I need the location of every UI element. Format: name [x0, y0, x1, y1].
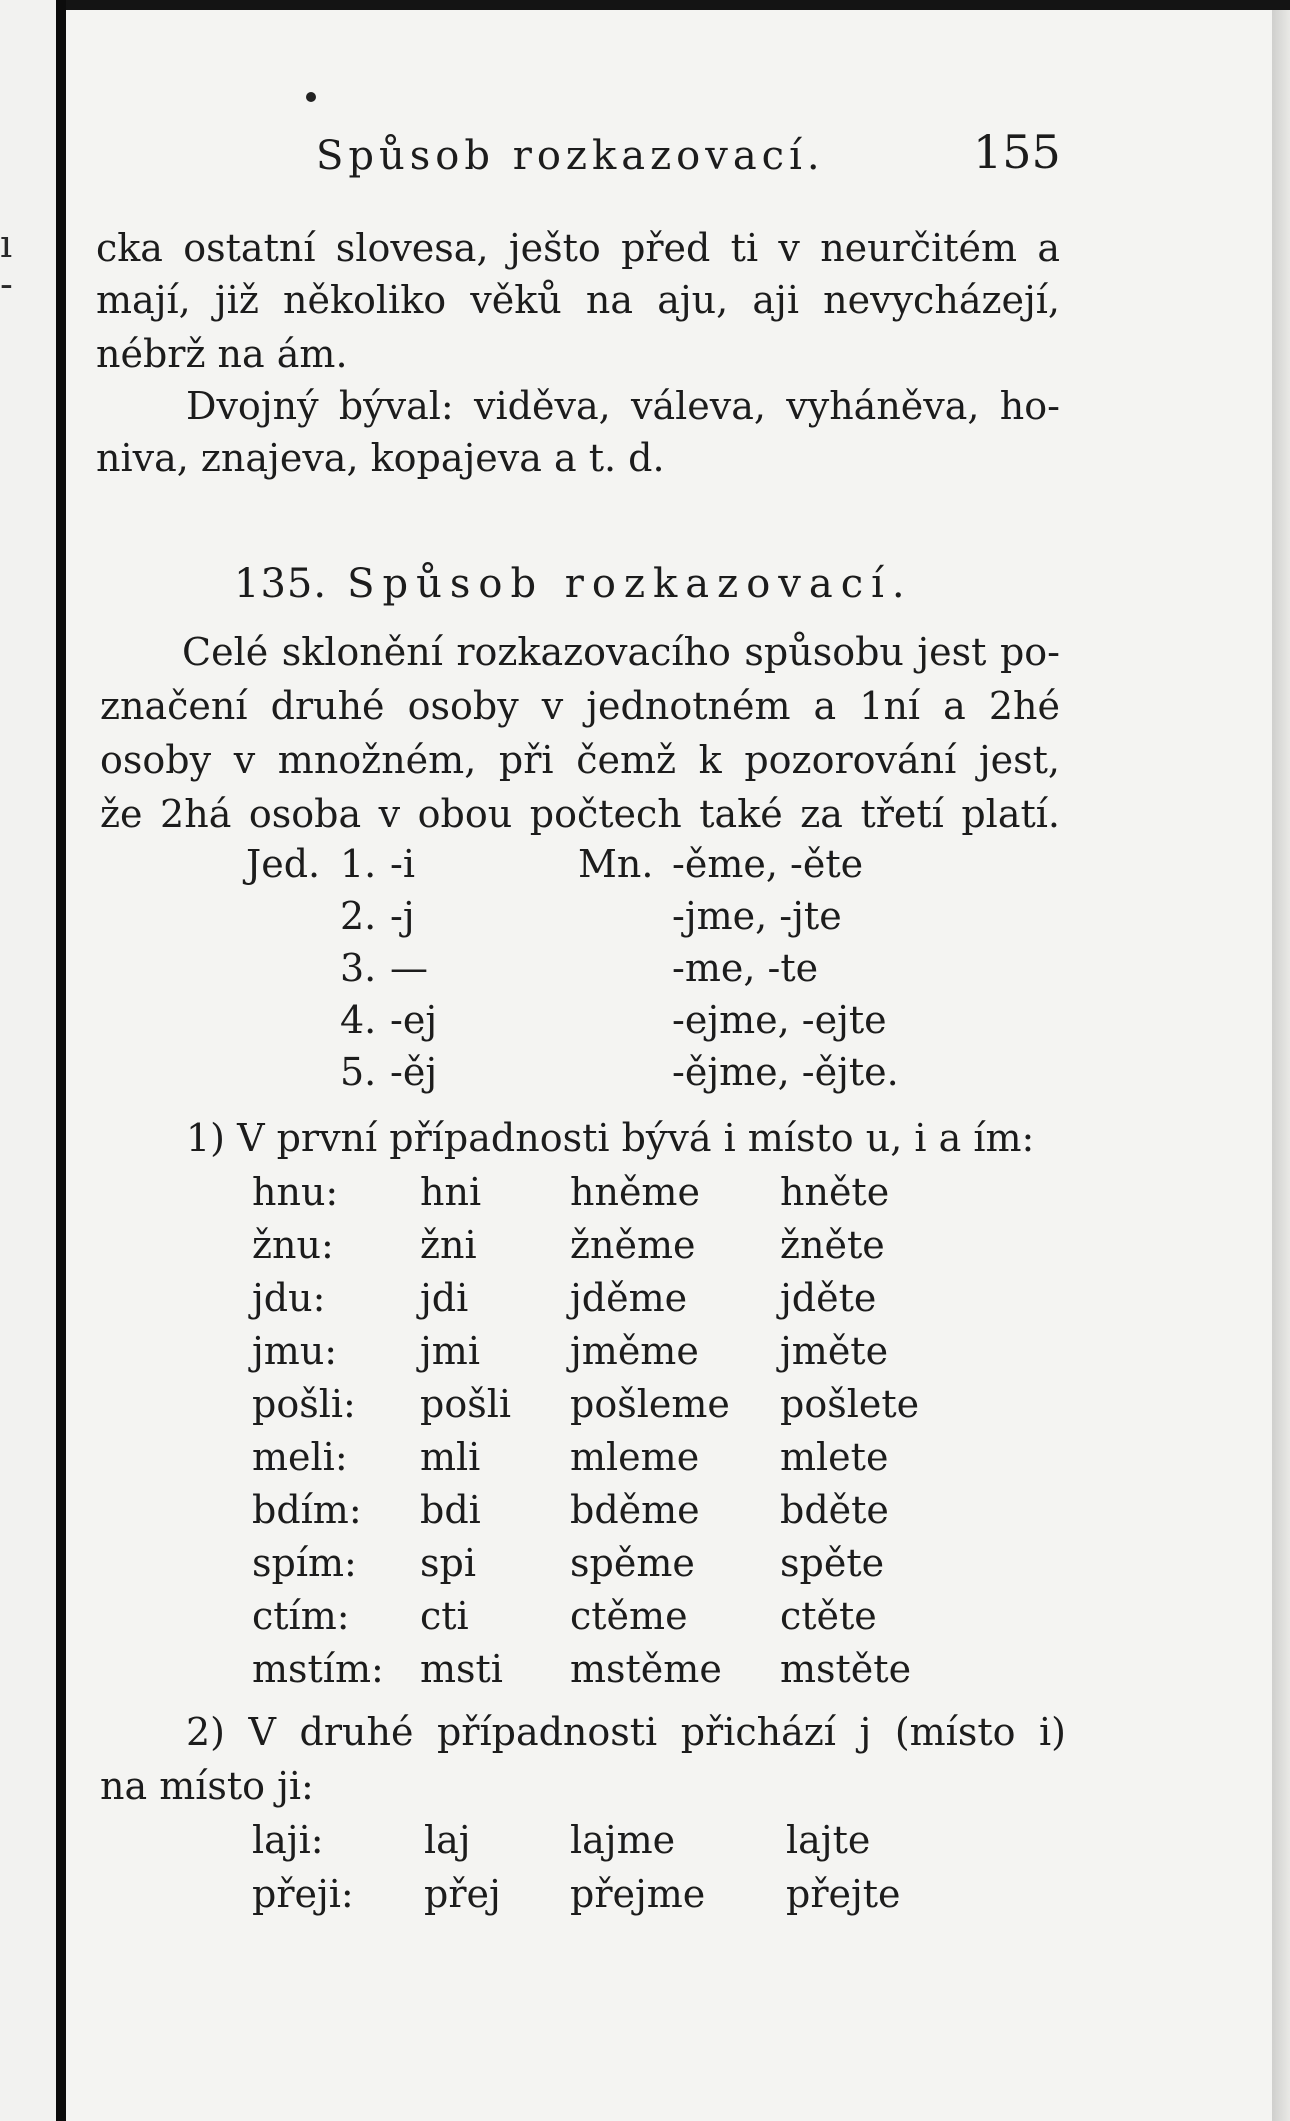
- conjugation-cell: hněme: [570, 1170, 700, 1214]
- conjugation-cell: žněme: [570, 1223, 696, 1267]
- conjugation-cell: jděme: [570, 1276, 688, 1320]
- rule-2-heading: 2) V druhé případnosti přichází j (místo i): [186, 1710, 1066, 1754]
- conjugation-cell: bdi: [420, 1488, 481, 1532]
- plural-ending: -me, -te: [672, 946, 819, 990]
- person-number: 1.: [340, 842, 377, 886]
- ink-dot: [306, 92, 316, 102]
- plural-ending: -jme, -jte: [672, 894, 842, 938]
- singular-ending: —: [390, 946, 428, 990]
- conjugation-cell: mleme: [570, 1435, 700, 1479]
- conjugation-cell: hněte: [780, 1170, 890, 1214]
- conjugation-cell: spěte: [780, 1541, 885, 1585]
- conjugation-cell: lajte: [786, 1818, 871, 1862]
- conjugation-cell: přejte: [786, 1872, 901, 1916]
- conjugation-cell: mstěte: [780, 1647, 912, 1691]
- conjugation-cell: pošli: [420, 1382, 512, 1426]
- conjugation-cell: jdu:: [252, 1276, 326, 1320]
- conjugation-cell: jmu:: [252, 1329, 338, 1373]
- conjugation-cell: pošleme: [570, 1382, 730, 1426]
- conjugation-cell: žněte: [780, 1223, 885, 1267]
- person-number: 4.: [340, 998, 377, 1042]
- page-number: 155: [973, 125, 1061, 179]
- conjugation-cell: laji:: [252, 1818, 324, 1862]
- page-edge: [1272, 10, 1290, 2121]
- paragraph-line: značení druhé osoby v jednotném a 1ní a 2hé: [100, 684, 1060, 728]
- rule-1-heading: 1) V první případnosti bývá i místo u, i a ím:: [186, 1116, 1035, 1160]
- conjugation-cell: spím:: [252, 1541, 357, 1585]
- rule-2-subheading: na místo ji:: [100, 1764, 314, 1808]
- conjugation-cell: spi: [420, 1541, 476, 1585]
- conjugation-cell: hnu:: [252, 1170, 339, 1214]
- conjugation-cell: pošli:: [252, 1382, 356, 1426]
- paragraph-line: nébrž na ám.: [96, 332, 348, 376]
- conjugation-cell: bděme: [570, 1488, 700, 1532]
- conjugation-cell: přeji:: [252, 1872, 354, 1916]
- plural-ending: -ějme, -ějte.: [672, 1050, 899, 1094]
- conjugation-cell: přejme: [570, 1872, 706, 1916]
- conjugation-cell: pošlete: [780, 1382, 920, 1426]
- conjugation-cell: jdi: [420, 1276, 469, 1320]
- conjugation-cell: mstěme: [570, 1647, 722, 1691]
- singular-label: Jed.: [246, 842, 321, 886]
- conjugation-cell: cti: [420, 1594, 469, 1638]
- conjugation-cell: laj: [424, 1818, 471, 1862]
- conjugation-cell: lajme: [570, 1818, 676, 1862]
- conjugation-cell: mli: [420, 1435, 481, 1479]
- paragraph-line: cka ostatní slovesa, ješto před ti v neurčitém a: [96, 226, 1060, 270]
- conjugation-cell: žni: [420, 1223, 477, 1267]
- conjugation-cell: ctěte: [780, 1594, 877, 1638]
- conjugation-cell: meli:: [252, 1435, 348, 1479]
- person-number: 2.: [340, 894, 377, 938]
- paragraph-line: niva, znajeva, kopajeva a t. d.: [96, 436, 665, 480]
- book-gutter: [56, 0, 66, 2121]
- conjugation-cell: jmi: [420, 1329, 480, 1373]
- conjugation-cell: bděte: [780, 1488, 889, 1532]
- paragraph-line: osoby v množném, při čemž k pozorování jest,: [100, 738, 1060, 782]
- section-heading: [234, 562, 913, 606]
- conjugation-cell: jděte: [780, 1276, 877, 1320]
- singular-ending: -i: [390, 842, 415, 886]
- singular-ending: -j: [390, 894, 415, 938]
- conjugation-cell: ctím:: [252, 1594, 350, 1638]
- section-number: 135.: [234, 561, 328, 607]
- singular-ending: -ěj: [390, 1050, 438, 1094]
- conjugation-cell: ctěme: [570, 1594, 688, 1638]
- paragraph-line: Celé sklonění rozkazovacího spůsobu jest po-: [182, 630, 1060, 674]
- section-title: Spůsob rozkazovací.: [347, 561, 913, 607]
- plural-ending: -ěme, -ěte: [672, 842, 864, 886]
- plural-label: Mn.: [578, 842, 654, 886]
- conjugation-cell: jměte: [780, 1329, 889, 1373]
- running-header: Spůsob rozkazovací.: [316, 133, 825, 179]
- conjugation-cell: hni: [420, 1170, 482, 1214]
- singular-ending: -ej: [390, 998, 438, 1042]
- paragraph-line: Dvojný býval: viděva, váleva, vyháněva, ho-: [186, 384, 1060, 428]
- conjugation-cell: mlete: [780, 1435, 889, 1479]
- plural-ending: -ejme, -ejte: [672, 998, 887, 1042]
- person-number: 5.: [340, 1050, 377, 1094]
- conjugation-cell: žnu:: [252, 1223, 334, 1267]
- margin-fragment: -: [0, 262, 13, 306]
- conjugation-cell: msti: [420, 1647, 503, 1691]
- conjugation-cell: mstím:: [252, 1647, 384, 1691]
- adjacent-page-strip: [0, 0, 56, 2121]
- conjugation-cell: přej: [424, 1872, 501, 1916]
- conjugation-cell: spěme: [570, 1541, 695, 1585]
- person-number: 3.: [340, 946, 377, 990]
- conjugation-cell: jměme: [570, 1329, 699, 1373]
- paragraph-line: mají, již několiko věků na aju, aji nevycházejí,: [96, 278, 1060, 322]
- conjugation-cell: bdím:: [252, 1488, 362, 1532]
- margin-fragment: ı: [0, 222, 13, 266]
- paragraph-line: že 2há osoba v obou počtech také za třetí platí.: [100, 792, 1060, 836]
